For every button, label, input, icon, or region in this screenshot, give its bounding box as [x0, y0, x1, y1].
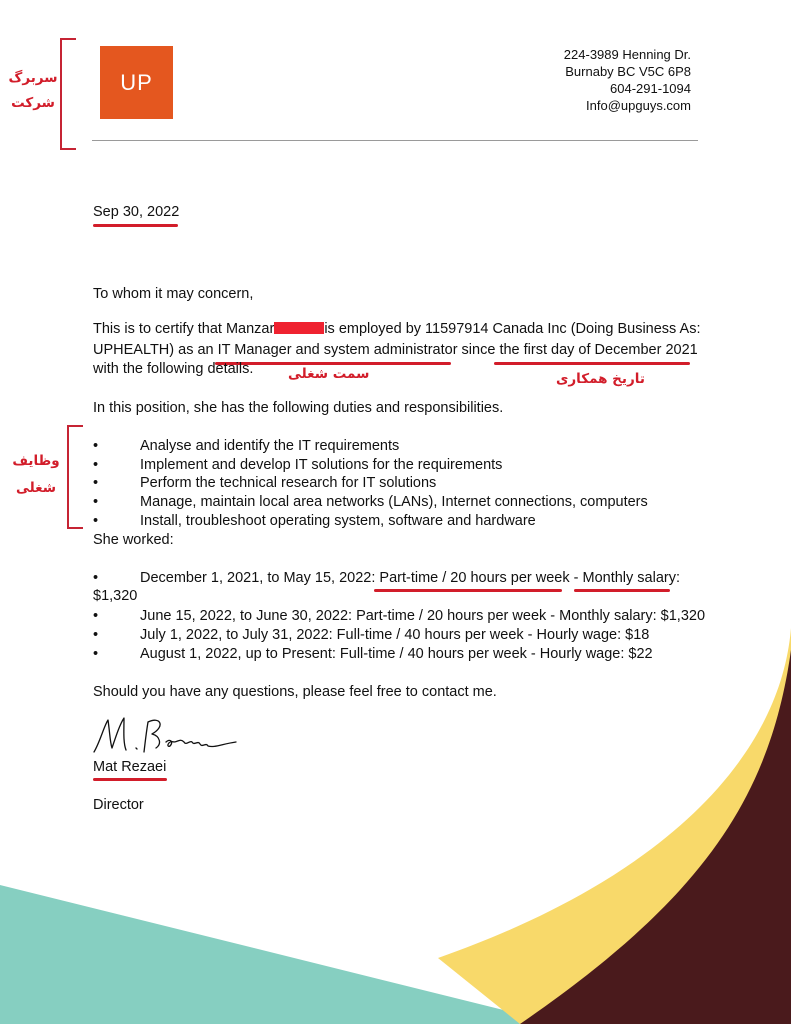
start-date-underline — [494, 362, 690, 365]
list-item: June 15, 2022, to June 30, 2022: Part-time / 20 hours per week - Monthly salary: $1,320 — [140, 608, 706, 624]
para1-line2 — [93, 342, 698, 358]
annotation-text: شرکت — [11, 95, 55, 111]
bullet: • — [93, 494, 99, 510]
salutation: To whom it may concern, — [93, 286, 254, 302]
hours-underline — [374, 589, 562, 592]
signer-title: Director — [93, 797, 144, 813]
address-line: Burnaby BC V5C 6P8 — [565, 64, 691, 79]
salary-underline — [574, 589, 670, 592]
duties-annotation — [10, 448, 62, 502]
letterhead-annotation — [8, 66, 58, 116]
list-item: Analyse and identify the IT requirements — [140, 438, 400, 454]
period-salary-label: Monthly salary — [582, 570, 676, 586]
letterhead-bracket — [60, 38, 76, 150]
header-divider — [92, 140, 698, 141]
annotation-text: سربرگ — [8, 70, 58, 86]
para1-line1 — [93, 321, 700, 337]
list-item: Perform the technical research for IT solutions — [140, 475, 437, 491]
period-colon: : — [675, 570, 681, 586]
redaction-box — [274, 322, 324, 334]
para-text: is employed by 11597914 Canada Inc (Doing Business As: — [324, 321, 701, 337]
bullet: • — [93, 646, 99, 662]
logo-text: UP — [120, 69, 153, 95]
period-hours: Part-time / 20 hours per week — [379, 570, 570, 586]
bullet: • — [93, 608, 99, 624]
annotation-text: شغلی — [15, 480, 57, 496]
bullet: • — [93, 475, 99, 491]
start-date-annotation: تاریخ همکاری — [556, 371, 645, 387]
job-title-annotation: سمت شغلی — [288, 366, 370, 382]
address-email: Info@upguys.com — [586, 98, 691, 113]
company-address — [564, 46, 691, 114]
bullet: • — [93, 570, 99, 586]
bullet: • — [93, 457, 99, 473]
date-underline — [93, 224, 178, 227]
period-salary-value: $1,320 — [93, 588, 138, 604]
closing-sentence: Should you have any questions, please feel free to contact me. — [93, 684, 497, 700]
signer-name: Mat Rezaei — [93, 759, 167, 775]
list-item: Manage, maintain local area networks (LANs), Internet connections, computers — [140, 494, 648, 510]
bullet: • — [93, 627, 99, 643]
list-item — [140, 570, 680, 586]
letter-date: Sep 30, 2022 — [93, 204, 180, 220]
para-text: UPHEALTH) as an — [93, 342, 218, 358]
worked-intro: She worked: — [93, 532, 174, 548]
bullet: • — [93, 513, 99, 529]
para1-line3: with the following details. — [93, 361, 254, 377]
signer-underline — [93, 778, 167, 781]
job-title-text: IT Manager and system administrator — [217, 342, 458, 358]
para-text: since — [457, 342, 500, 358]
list-item: July 1, 2022, to July 31, 2022: Full-time / 40 hours per week - Hourly wage: $18 — [140, 627, 650, 643]
signature-image — [90, 712, 240, 760]
duties-intro: In this position, she has the following duties and responsibilities. — [93, 400, 504, 416]
address-line: 224-3989 Henning Dr. — [563, 47, 691, 62]
period-dates: December 1, 2021, to May 15, 2022: — [140, 570, 380, 586]
period-sep: - — [569, 570, 583, 586]
address-phone: 604-291-1094 — [610, 81, 691, 96]
bullet: • — [93, 438, 99, 454]
list-item: Implement and develop IT solutions for the requirements — [140, 457, 503, 473]
list-item: Install, troubleshoot operating system, software and hardware — [140, 513, 536, 529]
annotation-text: وظایف — [12, 453, 60, 469]
duties-bracket — [67, 425, 83, 529]
para-text: This is to certify that Manzar — [93, 321, 275, 337]
list-item: August 1, 2022, up to Present: Full-time / 40 hours per week - Hourly wage: $22 — [140, 646, 653, 662]
company-logo — [100, 46, 173, 119]
start-date-text: the first day of December 2021 — [499, 342, 698, 358]
